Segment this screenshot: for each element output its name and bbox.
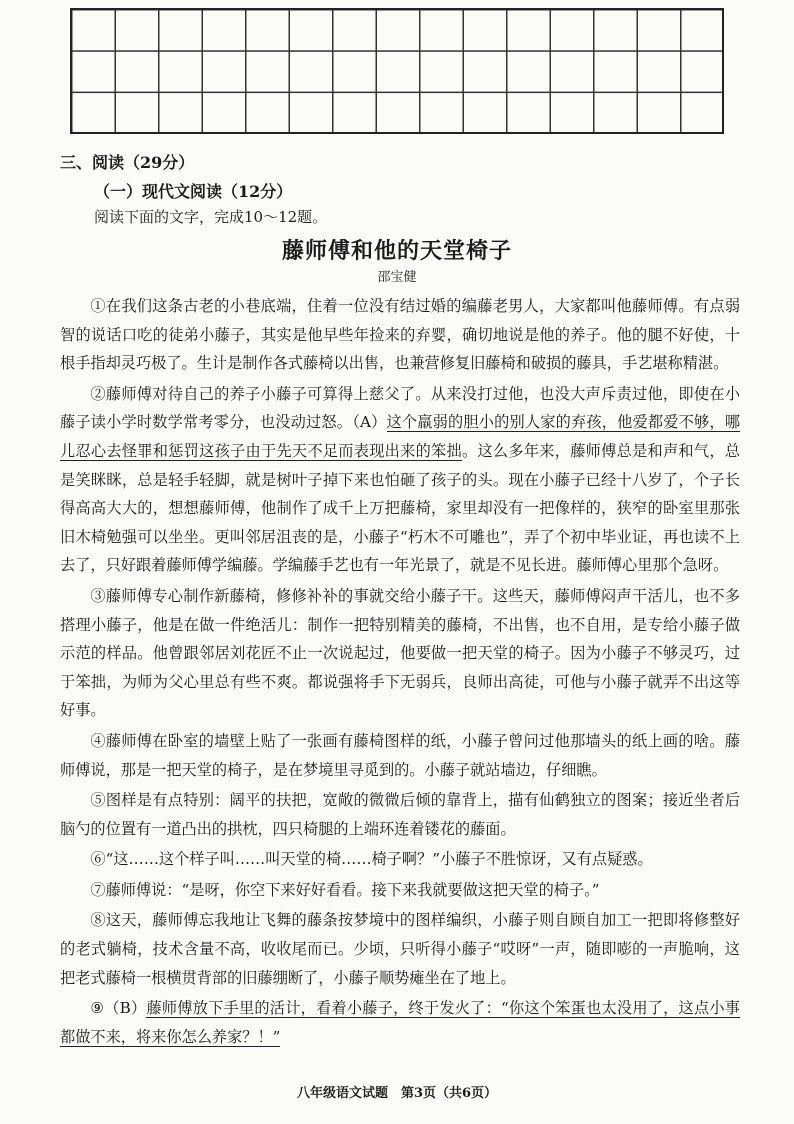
subsection-heading: （一）现代文阅读（12分） bbox=[94, 182, 293, 201]
instruction-text: 阅读下面的文字，完成10～12题。 bbox=[94, 208, 328, 226]
paragraph-2-text-b: 。这么多年来，藤师傅总是和声和气，总是笑眯眯，总是轻手轻脚，就是树叶子掉下来也怕砸了孩子的头。现在小藤子已经十八岁了，个子长得高高大大的，想想藤师傅，他制作了成千上万把藤椅，家里却没有一把像样的，狭窄的卧室里那张旧木椅勉强可以坐坐。更叫邻居沮丧的是，小藤子“朽木不可雕也”，弄了个初中毕业证，再也读不上去了，只好跟着藤师傅学编藤。学编藤手艺也有一年光景了，就是不见长进。藤师傅心里那个急呀。 bbox=[60, 441, 741, 575]
paragraph-4: ④藤师傅在卧室的墙壁上贴了一张画有藤椅图样的纸，小藤子曾问过他那墙头的纸上画的啥。藤师傅说，那是一把天堂的椅子，是在梦境里寻觅到的。小藤子就站墙边，仔细瞧。 bbox=[60, 731, 740, 779]
paragraph-3: ③藤师傅专心制作新藤椅，修修补补的事就交给小藤子干。这些天，藤师傅闷声干活儿，也不多搭理小藤子，他是在做一件绝活儿：制作一把特别精美的藤椅，不出售，也不自用，是专给小藤子做示范的样品。他曾跟邻居刘花匠不止一次说起过，他要做一把天堂的椅子。因为小藤子不够灵巧，过于笨拙，为师为父心里总有些不爽。都说强将手下无弱兵，良师出高徒，可他与小藤子就弄不出这等好事。 bbox=[60, 586, 740, 720]
paragraph-7: ⑦藤师傅说：“是呀，你空下来好好看看。接下来我就要做这把天堂的椅子。” bbox=[90, 880, 600, 899]
page-footer: 八年级语文试题 第3页（共6页） bbox=[296, 1086, 498, 1101]
paragraph-6: ⑥“这……这个样子叫……叫天堂的椅……椅子啊？”小藤子不胜惊讶，又有点疑惑。 bbox=[90, 850, 653, 869]
underlined-sentence-b: 藤师傅放下手里的活计，看着小藤子，终于发火了：“你这个笨蛋也太没用了，这点小事都做不来，将来你怎么养家？！” bbox=[60, 999, 740, 1046]
article-title: 藤师傅和他的天堂椅子 bbox=[281, 238, 512, 264]
answer-grid bbox=[70, 8, 724, 134]
section-heading: 三、阅读（29分） bbox=[60, 153, 195, 172]
paragraph-9 bbox=[60, 994, 740, 1051]
paragraph-2-text-a: ②藤师傅对待自己的养子小藤子可算得上慈父了。从来没打过他，也没大声斥责过他，即使在小藤子读小学时数学常考零分，也没动过怒。（A） bbox=[60, 384, 740, 432]
paragraph-5: ⑤图样是有点特别：阔平的扶把，宽敞的微微后倾的靠背上，描有仙鹤独立的图案；接近坐者后脑勺的位置有一道凸出的拱枕，四只椅腿的上端环连着镂花的藤面。 bbox=[60, 791, 740, 838]
paragraph-2 bbox=[60, 380, 740, 580]
underlined-sentence-a: 这个羸弱的胆小的别人家的弃孩，他爱都爱不够，哪儿忍心去怪罪和惩罚这孩子由于先天不足而表现出来的笨拙 bbox=[60, 413, 741, 460]
article-body bbox=[60, 292, 740, 1053]
paragraph-1: ①在我们这条古老的小巷底端，住着一位没有结过婚的编藤老男人，大家都叫他藤师傅。有点弱智的说话口吃的徒弟小藤子，其实是他早些年捡来的弃婴，确切地说是他的养子。他的腿不好使，十根手指却灵巧极了。生计是制作各式藤椅以出售，也兼营修复旧藤椅和破损的藤具，手艺堪称精湛。 bbox=[60, 297, 740, 373]
paragraph-8: ⑧这天，藤师傅忘我地让飞舞的藤条按梦境中的图样编织，小藤子则自顾自加工一把即将修整好的老式躺椅，技术含量不高，收收尾而已。少顷，只听得小藤子“哎呀”一声，随即嘭的一声脆响，这把老式藤椅一根横贯背部的旧藤绷断了，小藤子顺势瘫坐在了地上。 bbox=[60, 911, 740, 987]
article-author: 邵宝健 bbox=[377, 270, 417, 285]
paragraph-9-label: ⑨（B） bbox=[90, 999, 147, 1018]
